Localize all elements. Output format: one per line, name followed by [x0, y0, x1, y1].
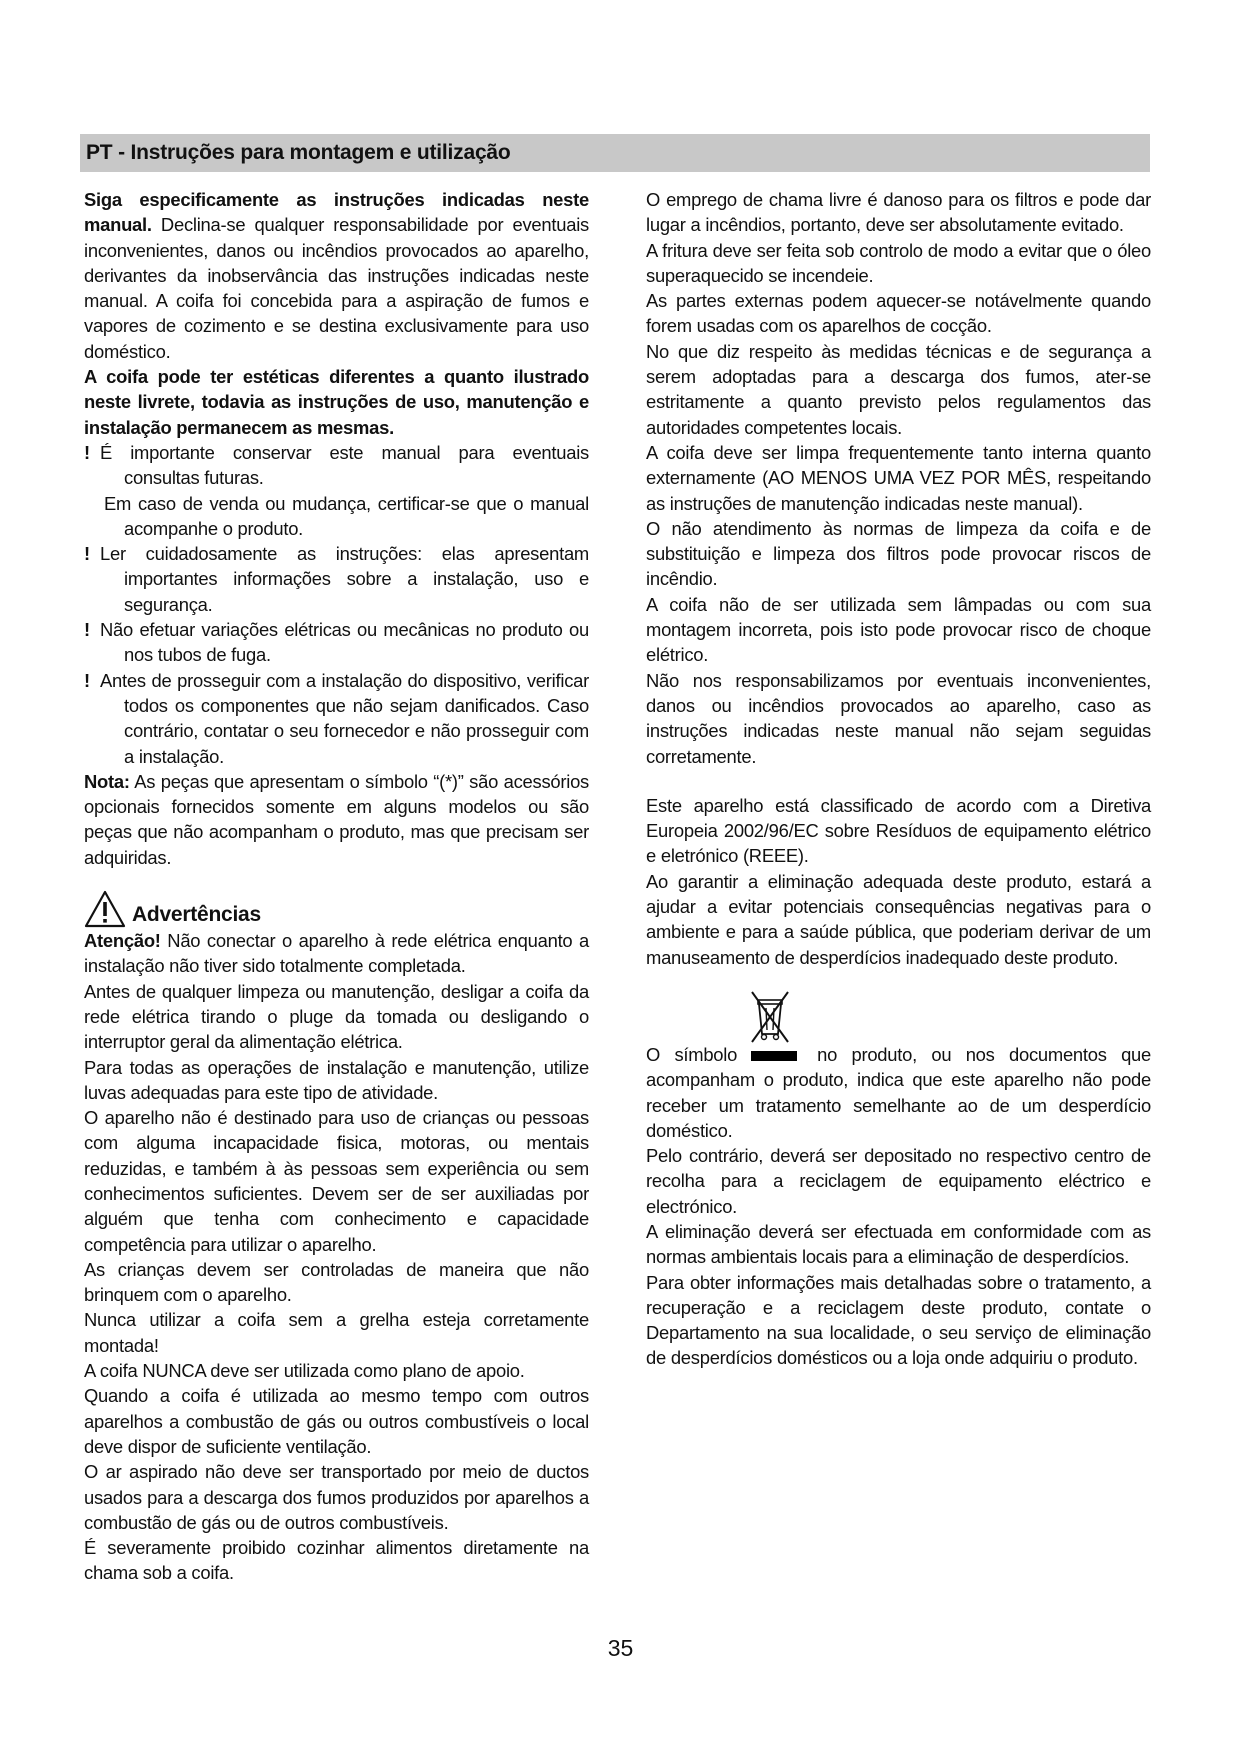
- left-column: [84, 187, 589, 1586]
- paragraph: Para todas as operações de instalação e manutenção, utilize luvas adequadas para este tipo de atividade.: [84, 1056, 589, 1103]
- exclamation-icon: !: [84, 441, 90, 463]
- paragraph: O emprego de chama livre é danoso para os filtros e pode dar lugar a incêndios, portanto, deve ser absolutamente evitado.: [646, 189, 1151, 236]
- paragraph: Nunca utilizar a coifa sem a grelha esteja corretamente montada!: [84, 1309, 589, 1356]
- warnings-heading: [84, 886, 589, 928]
- bullet-text: Antes de prosseguir com a instalação do dispositivo, verificar todos os componentes que não sejam danificados. Caso contrário, contatar o seu fornecedor e não prosseguir com a instalação.: [100, 669, 589, 767]
- attention-paragraph: [84, 928, 589, 979]
- paragraph: Ao garantir a eliminação adequada deste produto, estará a ajudar a evitar potenciais consequências negativas para o ambiente e para a saúde pública, que poderiam derivar de um manuseamento de desperdícios inadequado deste produto.: [646, 870, 1151, 968]
- paragraph: A coifa não de ser utilizada sem lâmpadas ou com sua montagem incorreta, pois isto pode provocar risco de choque elétrico.: [646, 593, 1151, 666]
- intro-text: Declina-se qualquer responsabilidade por eventuais inconvenientes, danos ou incêndios provocados ao aparelho, derivantes da inobservância das instruções indicadas neste manual. A coifa foi concebida para a aspiração de fumos e vapores de cozimento e se destina exclusivamente para uso doméstico.: [84, 214, 589, 362]
- crossed-bin-icon: [746, 986, 794, 1052]
- warning-triangle-icon: [84, 890, 126, 928]
- note-label: Nota:: [84, 770, 130, 792]
- spacer: [646, 769, 1151, 793]
- paragraph: Antes de qualquer limpeza ou manutenção, desligar a coifa da rede elétrica tirando o pluge da tomada ou desligando o interruptor geral da alimentação elétrica.: [84, 980, 589, 1053]
- symbol-pre-text: O símbolo: [646, 1043, 738, 1065]
- paragraph: No que diz respeito às medidas técnicas e de segurança a serem adoptadas para a descarga dos fumos, ater-se estritamente a quanto previsto pelos regulamentos das autoridades competentes locais.: [646, 340, 1151, 438]
- paragraph: As crianças devem ser controladas de maneira que não brinquem com o aparelho.: [84, 1258, 589, 1306]
- bullet-item: [84, 668, 589, 769]
- bullet-text: É importante conservar este manual para eventuais consultas futuras.: [100, 441, 589, 489]
- warnings-title: Advertências: [132, 903, 261, 927]
- paragraph: O não atendimento às normas de limpeza da coifa e de substituição e limpeza dos filtros pode provocar riscos de incêndio.: [646, 517, 1151, 590]
- bullet-text: Não efetuar variações elétricas ou mecânicas no produto ou nos tubos de fuga.: [100, 619, 589, 666]
- note-text: As peças que apresentam o símbolo “(*)” são acessórios opcionais fornecidos somente em alguns modelos ou são peças que não acompanham o produto, mas que precisam ser adquiridas.: [84, 770, 589, 868]
- right-column: [646, 187, 1151, 1371]
- black-bar-icon: [751, 1051, 797, 1061]
- bullet-item: [84, 440, 589, 491]
- aesthetics-notice: A coifa pode ter estéticas diferentes a quanto ilustrado neste livrete, todavia as instruções de uso, manutenção e instalação permanecem as mesmas.: [84, 366, 589, 438]
- bullet-continuation: Em caso de venda ou mudança, certificar-se que o manual acompanhe o produto.: [104, 492, 589, 539]
- attention-text: Não conectar o aparelho à rede elétrica enquanto a instalação não tiver sido totalmente completada.: [84, 930, 589, 977]
- paragraph: O ar aspirado não deve ser transportado por meio de ductos usados para a descarga dos fumos produzidos por aparelhos a combustão de gás ou de outros combustíveis.: [84, 1461, 589, 1533]
- paragraph: Este aparelho está classificado de acordo com a Diretiva Europeia 2002/96/EC sobre Resíduos de equipamento elétrico e eletrónico (REEE).: [646, 794, 1151, 867]
- exclamation-icon: !: [84, 619, 90, 641]
- symbol-post-text: no produto, ou nos documentos que acompanham o produto, indica que este aparelho não pode receber um tratamento semelhante ao de um desperdício doméstico.: [646, 1043, 1152, 1141]
- section-header: [80, 134, 1150, 172]
- paragraph: Quando a coifa é utilizada ao mesmo tempo com outros aparelhos a combustão de gás ou outros combustíveis o local deve dispor de suficiente ventilação.: [84, 1385, 589, 1457]
- paragraph: Para obter informações mais detalhadas sobre o tratamento, a recuperação e a reciclagem deste produto, contate o Departamento na sua localidade, o seu serviço de eliminação de desperdícios domésticos ou a loja onde adquiriu o produto.: [646, 1271, 1151, 1369]
- paragraph: As partes externas podem aquecer-se notávelmente quando forem usadas com os aparelhos de cocção.: [646, 290, 1151, 337]
- paragraph: A coifa NUNCA deve ser utilizada como plano de apoio.: [84, 1360, 525, 1382]
- exclamation-icon: !: [84, 543, 90, 565]
- intro-paragraph: [84, 187, 589, 364]
- bullet-text: Ler cuidadosamente as instruções: elas apresentam importantes informações sobre a instalação, uso e segurança.: [100, 543, 589, 615]
- bullet-item: [84, 541, 589, 617]
- note-paragraph: [84, 769, 589, 870]
- page-number: 35: [607, 1635, 634, 1661]
- attention-label: Atenção!: [84, 930, 161, 952]
- paragraph: É severamente proibido cozinhar alimentos diretamente na chama sob a coifa.: [84, 1537, 589, 1584]
- paragraph: A coifa deve ser limpa frequentemente tanto interna quanto externamente (AO MENOS UMA VEZ POR MÊS, respeitando as instruções de manutenção indicadas neste manual).: [646, 441, 1151, 514]
- paragraph: A eliminação deverá ser efectuada em conformidade com as normas ambientais locais para a eliminação de desperdícios.: [646, 1220, 1151, 1268]
- paragraph: Não nos responsabilizamos por eventuais inconvenientes, danos ou incêndios provocados ao aparelho, caso as instruções indicadas neste manual não sejam seguidas corretamente.: [646, 669, 1151, 767]
- section-title: PT - Instruções para montagem e utilização: [86, 141, 511, 164]
- intro-bold: Siga especificamente as instruções indicadas neste manual.: [84, 189, 589, 236]
- paragraph: A fritura deve ser feita sob controlo de modo a evitar que o óleo superaquecido se incendeie.: [646, 239, 1151, 286]
- paragraph: [646, 1042, 1151, 1143]
- paragraph: Pelo contrário, deverá ser depositado no respectivo centro de recolha para a reciclagem de equipamento eléctrico e electrónico.: [646, 1145, 1151, 1217]
- paragraph: O aparelho não é destinado para uso de crianças ou pessoas com alguma incapacidade fisica, motoras, ou mentais reduzidas, e também à às pessoas sem experiência ou sem conhecimentos suficientes. Devem ser de ser auxiliadas por alguém que tenha com conhecimento e capacidade competência para utilizar o aparelho.: [84, 1107, 589, 1255]
- bullet-item: [84, 617, 589, 668]
- exclamation-icon: !: [84, 669, 90, 691]
- weee-symbol-paragraph: [646, 1042, 1151, 1143]
